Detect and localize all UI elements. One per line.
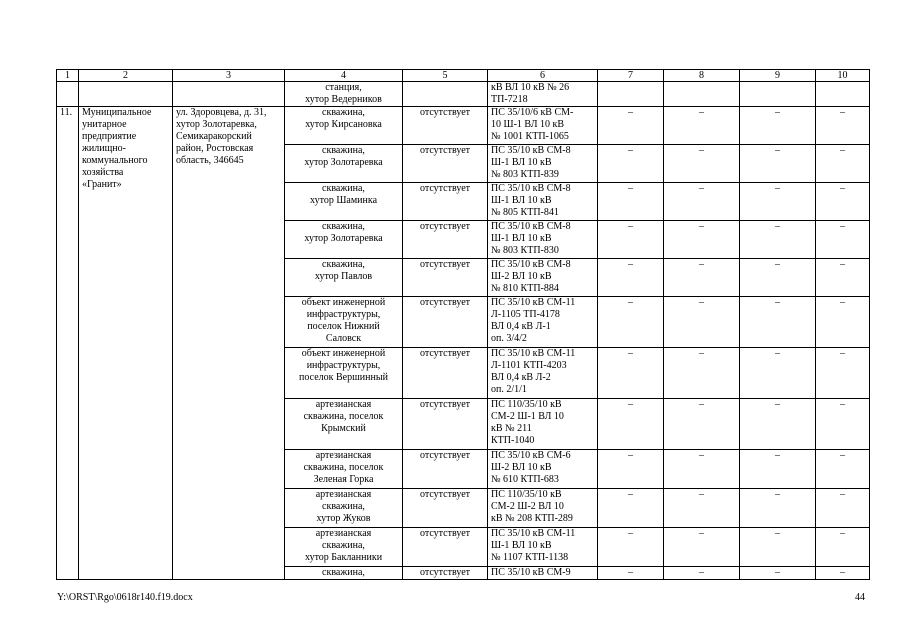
column-7-cell: – <box>598 297 664 348</box>
object-cell: объект инженерной инфраструктуры, поселок Вершинный <box>285 348 403 399</box>
column-number: 4 <box>285 70 403 82</box>
column-7-cell: – <box>598 450 664 489</box>
column-10-cell: – <box>816 107 870 145</box>
table-row <box>57 107 870 145</box>
column-8-cell: – <box>664 221 740 259</box>
substation-cell: ПС 110/35/10 кВ СМ-2 Ш-1 ВЛ 10 кВ № 211 КТП-1040 <box>488 399 598 450</box>
column-9-cell: – <box>740 107 816 145</box>
column-7-cell: – <box>598 145 664 183</box>
column-10-cell: – <box>816 297 870 348</box>
status-cell: отсутствует <box>403 489 488 528</box>
column-number: 2 <box>79 70 173 82</box>
cell-empty <box>740 82 816 107</box>
column-8-cell: – <box>664 183 740 221</box>
substation-cell: ПС 35/10 кВ СМ-8 Ш-1 ВЛ 10 кВ № 805 КТП-841 <box>488 183 598 221</box>
column-7-cell: – <box>598 399 664 450</box>
column-8-cell: – <box>664 107 740 145</box>
column-number: 10 <box>816 70 870 82</box>
column-9-cell: – <box>740 489 816 528</box>
status-cell: отсутствует <box>403 450 488 489</box>
column-7-cell: – <box>598 183 664 221</box>
column-9-cell: – <box>740 183 816 221</box>
column-number: 9 <box>740 70 816 82</box>
object-cell: скважина, хутор Павлов <box>285 259 403 297</box>
status-cell: отсутствует <box>403 107 488 145</box>
object-cell: скважина, хутор Золотаревка <box>285 145 403 183</box>
column-7-cell: – <box>598 259 664 297</box>
object-cell: артезианская скважина, поселок Крымский <box>285 399 403 450</box>
column-7-cell: – <box>598 348 664 399</box>
column-number: 7 <box>598 70 664 82</box>
column-number: 5 <box>403 70 488 82</box>
column-number: 1 <box>57 70 79 82</box>
column-10-cell: – <box>816 528 870 567</box>
column-7-cell: – <box>598 528 664 567</box>
page-number: 44 <box>855 592 865 603</box>
substation-cell: ПС 35/10 кВ СМ-8 Ш-2 ВЛ 10 кВ № 810 КТП-884 <box>488 259 598 297</box>
cell-empty <box>664 82 740 107</box>
object-cell: станция, хутор Ведерников <box>285 82 403 107</box>
column-9-cell: – <box>740 450 816 489</box>
column-8-cell: – <box>664 348 740 399</box>
column-10-cell: – <box>816 221 870 259</box>
column-8-cell: – <box>664 399 740 450</box>
object-cell: скважина, <box>285 567 403 580</box>
column-10-cell: – <box>816 259 870 297</box>
column-10-cell: – <box>816 567 870 580</box>
status-cell: отсутствует <box>403 348 488 399</box>
column-8-cell: – <box>664 489 740 528</box>
column-number-row <box>57 70 870 82</box>
column-10-cell: – <box>816 489 870 528</box>
column-9-cell: – <box>740 145 816 183</box>
substation-cell: ПС 35/10/6 кВ СМ- 10 Ш-1 ВЛ 10 кВ № 1001 КТП-1065 <box>488 107 598 145</box>
status-cell: отсутствует <box>403 183 488 221</box>
object-cell: скважина, хутор Золотаревка <box>285 221 403 259</box>
substation-cell: ПС 35/10 кВ СМ-6 Ш-2 ВЛ 10 кВ № 610 КТП-683 <box>488 450 598 489</box>
column-8-cell: – <box>664 567 740 580</box>
substation-cell: ПС 110/35/10 кВ СМ-2 Ш-2 ВЛ 10 кВ № 208 КТП-289 <box>488 489 598 528</box>
column-number: 8 <box>664 70 740 82</box>
document-table <box>56 69 870 580</box>
cell-empty <box>403 82 488 107</box>
column-7-cell: – <box>598 107 664 145</box>
column-8-cell: – <box>664 259 740 297</box>
column-8-cell: – <box>664 145 740 183</box>
column-10-cell: – <box>816 450 870 489</box>
object-cell: скважина, хутор Кирсановка <box>285 107 403 145</box>
cell-empty <box>173 82 285 107</box>
column-7-cell: – <box>598 221 664 259</box>
object-cell: объект инженерной инфраструктуры, поселок Нижний Саловск <box>285 297 403 348</box>
org-name-cell: Муниципальное унитарное предприятие жилищно- коммунального хозяйства «Гранит» <box>79 107 173 580</box>
object-cell: артезианская скважина, хутор Бакланники <box>285 528 403 567</box>
object-cell: скважина, хутор Шаминка <box>285 183 403 221</box>
column-7-cell: – <box>598 489 664 528</box>
column-9-cell: – <box>740 221 816 259</box>
status-cell: отсутствует <box>403 567 488 580</box>
substation-cell: ПС 35/10 кВ СМ-11 Ш-1 ВЛ 10 кВ № 1107 КТП-1138 <box>488 528 598 567</box>
continuation-row <box>57 82 870 107</box>
status-cell: отсутствует <box>403 297 488 348</box>
status-cell: отсутствует <box>403 221 488 259</box>
status-cell: отсутствует <box>403 528 488 567</box>
substation-cell: ПС 35/10 кВ СМ-11 Л-1105 ТП-4178 ВЛ 0,4 кВ Л-1 оп. 3/4/2 <box>488 297 598 348</box>
column-9-cell: – <box>740 348 816 399</box>
cell-empty <box>598 82 664 107</box>
cell-empty <box>816 82 870 107</box>
column-8-cell: – <box>664 528 740 567</box>
column-8-cell: – <box>664 450 740 489</box>
substation-cell: ПС 35/10 кВ СМ-9 <box>488 567 598 580</box>
substation-cell: кВ ВЛ 10 кВ № 26 ТП-7218 <box>488 82 598 107</box>
column-9-cell: – <box>740 567 816 580</box>
status-cell: отсутствует <box>403 145 488 183</box>
column-7-cell: – <box>598 567 664 580</box>
column-9-cell: – <box>740 259 816 297</box>
column-10-cell: – <box>816 399 870 450</box>
column-number: 3 <box>173 70 285 82</box>
cell-empty <box>57 82 79 107</box>
substation-cell: ПС 35/10 кВ СМ-11 Л-1101 КТП-4203 ВЛ 0,4 кВ Л-2 оп. 2/1/1 <box>488 348 598 399</box>
substation-cell: ПС 35/10 кВ СМ-8 Ш-1 ВЛ 10 кВ № 803 КТП-830 <box>488 221 598 259</box>
column-9-cell: – <box>740 297 816 348</box>
column-10-cell: – <box>816 145 870 183</box>
column-number: 6 <box>488 70 598 82</box>
column-10-cell: – <box>816 183 870 221</box>
org-address-cell: ул. Здоровцева, д. 31, хутор Золотаревка, Семикаракорский район, Ростовская область, 346645 <box>173 107 285 580</box>
object-cell: артезианская скважина, поселок Зеленая Горка <box>285 450 403 489</box>
column-10-cell: – <box>816 348 870 399</box>
column-9-cell: – <box>740 399 816 450</box>
column-9-cell: – <box>740 528 816 567</box>
cell-empty <box>79 82 173 107</box>
column-8-cell: – <box>664 297 740 348</box>
org-number-cell: 11. <box>57 107 79 580</box>
object-cell: артезианская скважина, хутор Жуков <box>285 489 403 528</box>
substation-cell: ПС 35/10 кВ СМ-8 Ш-1 ВЛ 10 кВ № 803 КТП-839 <box>488 145 598 183</box>
footer-file-path: Y:\ORST\Rgo\0618r140.f19.docx <box>57 592 193 603</box>
status-cell: отсутствует <box>403 259 488 297</box>
status-cell: отсутствует <box>403 399 488 450</box>
